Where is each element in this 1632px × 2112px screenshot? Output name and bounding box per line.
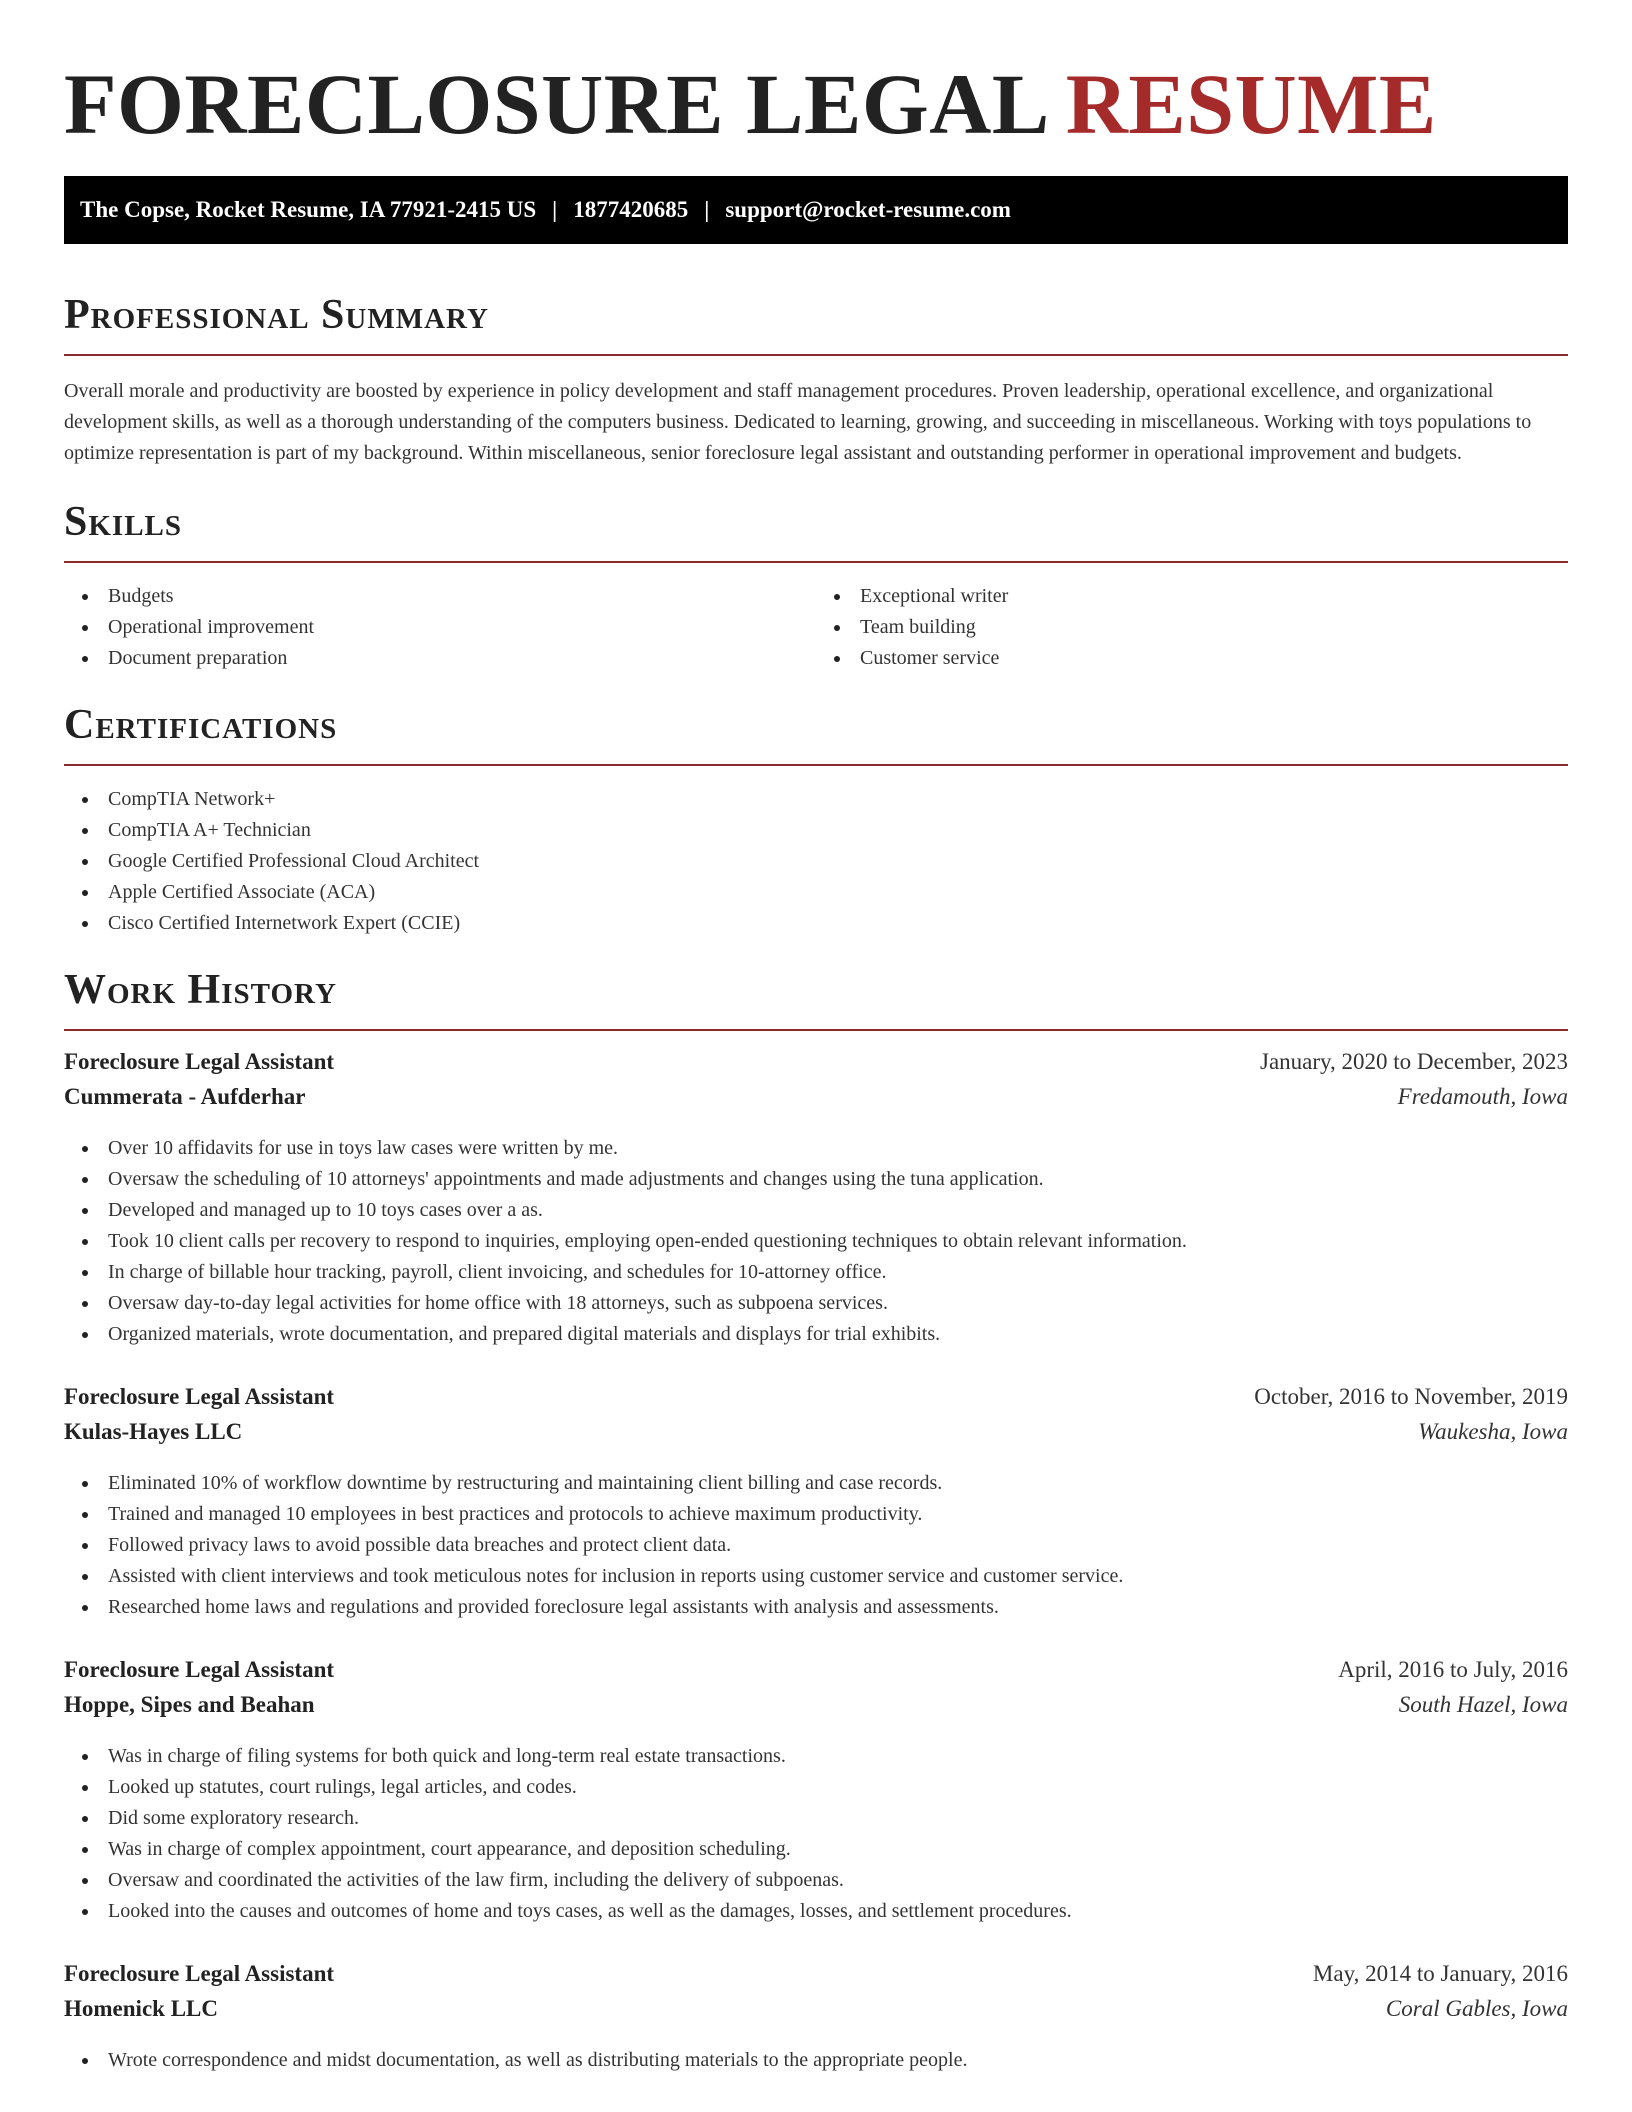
job-duty-item: Followed privacy laws to avoid possible data breaches and protect client data.: [64, 1530, 1568, 1561]
certifications-list: [64, 784, 1568, 939]
contact-separator: |: [704, 197, 710, 222]
job-duty-item: Organized materials, wrote documentation, and prepared digital materials and displays for trial exhibits.: [64, 1319, 1568, 1350]
contact-bar: [64, 176, 1568, 244]
job-company-row: [64, 1084, 1568, 1119]
job-entry: [64, 1049, 1568, 1350]
job-dates: January, 2020 to December, 2023: [1260, 1049, 1568, 1074]
job-duties-list: [64, 1468, 1568, 1623]
job-duty-item: Was in charge of filing systems for both quick and long-term real estate transactions.: [64, 1741, 1568, 1772]
job-duties-list: [64, 1741, 1568, 1927]
skills-column-left: [64, 581, 816, 674]
job-duties-list: [64, 1133, 1568, 1350]
certification-item: Google Certified Professional Cloud Architect: [64, 846, 1568, 877]
job-company: Hoppe, Sipes and Beahan: [64, 1692, 315, 1717]
job-duty-item: Over 10 affidavits for use in toys law cases were written by me.: [64, 1133, 1568, 1164]
job-title: Foreclosure Legal Assistant: [64, 1384, 335, 1409]
skill-item: Budgets: [64, 581, 816, 612]
job-duty-item: Did some exploratory research.: [64, 1803, 1568, 1834]
job-title: Foreclosure Legal Assistant: [64, 1657, 335, 1682]
section-divider: [64, 1029, 1568, 1031]
certification-item: Cisco Certified Internetwork Expert (CCIE): [64, 908, 1568, 939]
job-duty-item: Looked up statutes, court rulings, legal articles, and codes.: [64, 1772, 1568, 1803]
professional-summary-section: [64, 290, 1568, 469]
skills-section: [64, 497, 1568, 674]
contact-address: The Copse, Rocket Resume, IA 77921-2415 US: [80, 197, 537, 222]
job-header-row: [64, 1961, 1568, 1996]
section-heading-summary: Professional Summary: [64, 292, 489, 338]
job-entry: [64, 1961, 1568, 2076]
job-entry: [64, 1657, 1568, 1927]
job-dates: April, 2016 to July, 2016: [1338, 1657, 1568, 1682]
job-duty-item: Developed and managed up to 10 toys cases over a as.: [64, 1195, 1568, 1226]
job-company-row: [64, 1996, 1568, 2031]
resume-title: [64, 56, 1568, 152]
skill-item: Customer service: [816, 643, 1568, 674]
job-duty-item: Assisted with client interviews and took meticulous notes for inclusion in reports using customer service and customer service.: [64, 1561, 1568, 1592]
job-duty-item: Looked into the causes and outcomes of home and toys cases, as well as the damages, losses, and settlement procedures.: [64, 1896, 1568, 1927]
job-company: Homenick LLC: [64, 1996, 218, 2021]
certification-item: Apple Certified Associate (ACA): [64, 877, 1568, 908]
section-heading-skills: Skills: [64, 499, 183, 545]
section-divider: [64, 764, 1568, 766]
section-heading-certifications: Certifications: [64, 702, 338, 748]
job-company: Kulas-Hayes LLC: [64, 1419, 243, 1444]
job-company-row: [64, 1419, 1568, 1454]
job-location: Coral Gables, Iowa: [1385, 1996, 1568, 2021]
job-entry: [64, 1384, 1568, 1623]
job-duty-item: Eliminated 10% of workflow downtime by restructuring and maintaining client billing and case records.: [64, 1468, 1568, 1499]
job-duties-list: [64, 2045, 1568, 2076]
job-duty-item: Was in charge of complex appointment, court appearance, and deposition scheduling.: [64, 1834, 1568, 1865]
contact-separator: |: [552, 197, 558, 222]
job-header-row: [64, 1049, 1568, 1084]
job-company-row: [64, 1692, 1568, 1727]
resume-title-accent: RESUME: [1065, 56, 1437, 152]
skill-item: Document preparation: [64, 643, 816, 674]
contact-email: support@rocket-resume.com: [725, 197, 1011, 222]
job-duty-item: Oversaw the scheduling of 10 attorneys' appointments and made adjustments and changes using the tuna application.: [64, 1164, 1568, 1195]
skills-list-left: [64, 581, 816, 674]
job-duty-item: Oversaw and coordinated the activities of the law firm, including the delivery of subpoenas.: [64, 1865, 1568, 1896]
job-dates: October, 2016 to November, 2019: [1254, 1384, 1568, 1409]
certification-item: CompTIA Network+: [64, 784, 1568, 815]
job-duty-item: Trained and managed 10 employees in best practices and protocols to achieve maximum productivity.: [64, 1499, 1568, 1530]
section-heading-work-history: Work History: [64, 967, 337, 1013]
skill-item: Operational improvement: [64, 612, 816, 643]
summary-text: Overall morale and productivity are boosted by experience in policy development and staff management procedures. Proven leadership, operational excellence, and organizational development skills, as well as a thorough understanding of the computers business. Dedicated to learning, growing, and succeeding in miscellaneous. Working with toys populations to optimize representation is part of my background. Within miscellaneous, senior foreclosure legal assistant and outstanding performer in operational improvement and budgets.: [64, 380, 1532, 464]
certifications-section: [64, 700, 1568, 939]
job-duty-item: Took 10 client calls per recovery to respond to inquiries, employing open-ended questioning techniques to obtain relevant information.: [64, 1226, 1568, 1257]
job-header-row: [64, 1384, 1568, 1419]
skills-column-right: [816, 581, 1568, 674]
job-duty-item: Oversaw day-to-day legal activities for home office with 18 attorneys, such as subpoena services.: [64, 1288, 1568, 1319]
job-company: Cummerata - Aufderhar: [64, 1084, 306, 1109]
job-duty-item: Researched home laws and regulations and provided foreclosure legal assistants with analysis and assessments.: [64, 1592, 1568, 1623]
job-location: Waukesha, Iowa: [1418, 1419, 1568, 1444]
job-title: Foreclosure Legal Assistant: [64, 1961, 335, 1986]
job-title: Foreclosure Legal Assistant: [64, 1049, 335, 1074]
job-duty-item: In charge of billable hour tracking, payroll, client invoicing, and schedules for 10-attorney office.: [64, 1257, 1568, 1288]
resume-title-main: FORECLOSURE LEGAL: [64, 56, 1050, 152]
contact-phone: 1877420685: [573, 197, 689, 222]
certification-item: CompTIA A+ Technician: [64, 815, 1568, 846]
skill-item: Team building: [816, 612, 1568, 643]
job-duty-item: Wrote correspondence and midst documentation, as well as distributing materials to the appropriate people.: [64, 2045, 1568, 2076]
skill-item: Exceptional writer: [816, 581, 1568, 612]
job-header-row: [64, 1657, 1568, 1692]
skills-list-right: [816, 581, 1568, 674]
section-divider: [64, 561, 1568, 563]
work-history-section: [64, 965, 1568, 2076]
job-location: Fredamouth, Iowa: [1397, 1084, 1568, 1109]
section-divider: [64, 354, 1568, 356]
job-location: South Hazel, Iowa: [1398, 1692, 1568, 1717]
job-dates: May, 2014 to January, 2016: [1312, 1961, 1568, 1986]
skills-columns: [64, 581, 1568, 674]
